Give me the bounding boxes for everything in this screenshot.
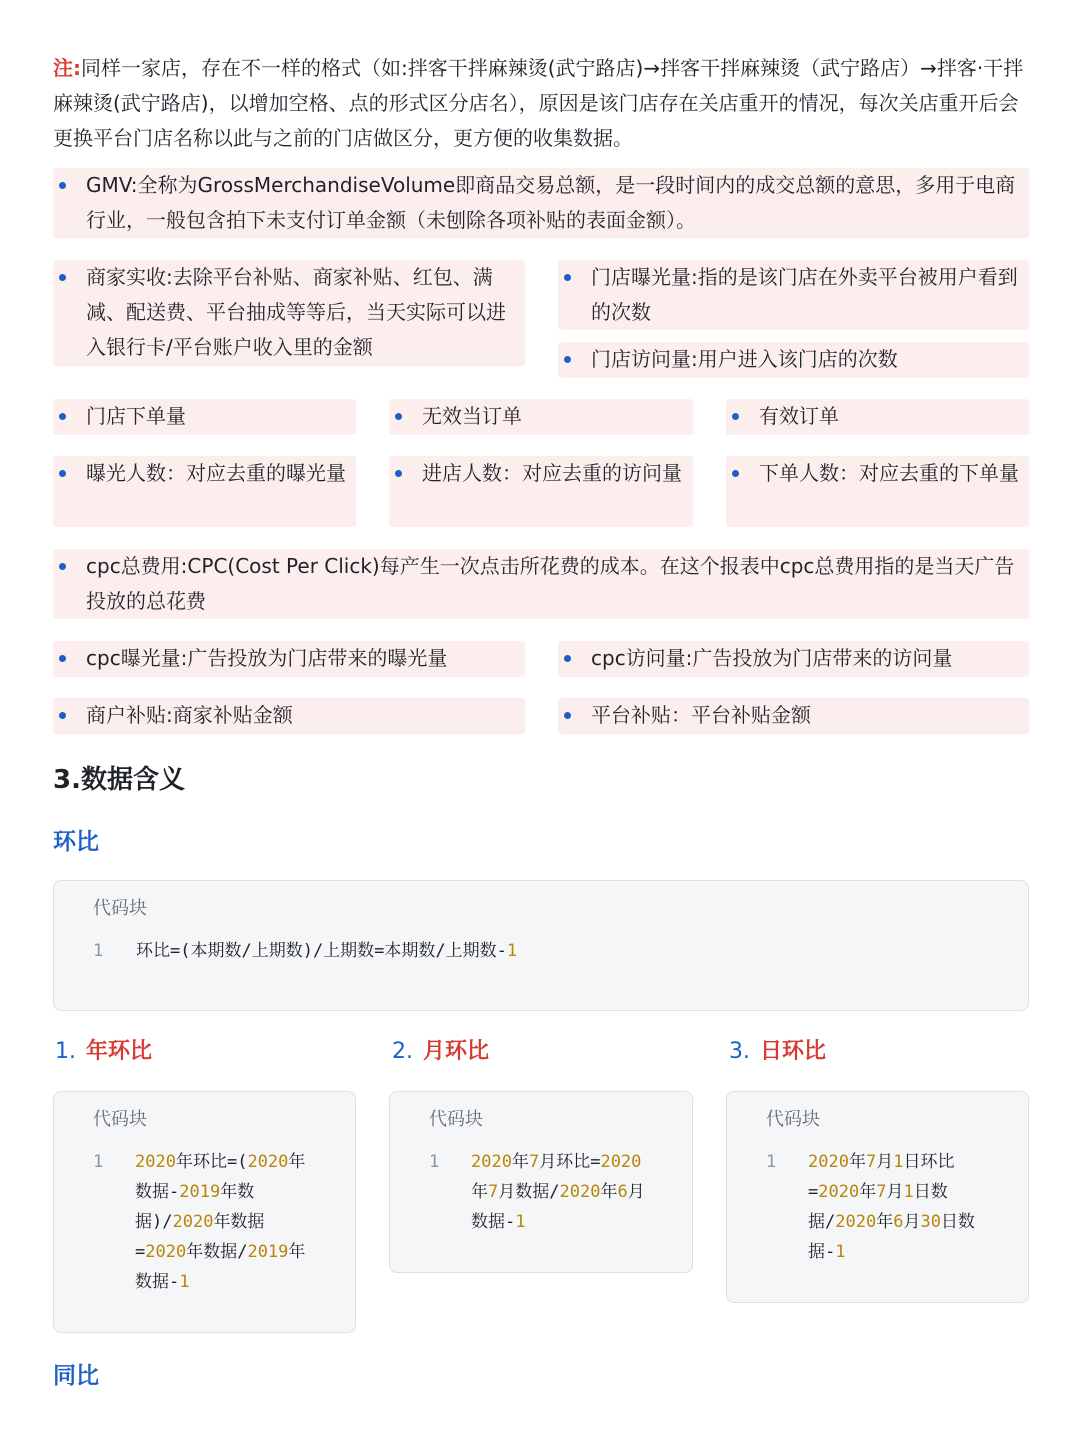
code-number: 2020	[247, 1152, 289, 1172]
definition-text: cpc总费用:CPC(Cost Per Click)每产生一次点击所花费的成本。在这个报表中cpc总费用指的是当天广告投放的总花费	[86, 554, 1015, 613]
line-number: 1	[766, 1152, 777, 1172]
code-text: 日环比	[903, 1152, 955, 1172]
bullet-icon	[732, 470, 739, 477]
code-number: 1	[506, 941, 518, 961]
code-number: 2020	[818, 1182, 860, 1202]
code-number: 2020	[471, 1152, 512, 1172]
list-number: 3.	[729, 1039, 750, 1064]
code-text: 年	[848, 1152, 866, 1172]
code-number: 7	[528, 1152, 540, 1172]
definition-visit-users	[389, 456, 693, 527]
definition-text: cpc访问量:广告投放为门店带来的访问量	[591, 646, 953, 670]
definition-gmv	[53, 168, 1029, 238]
definition-text: 下单人数：对应去重的下单量	[759, 461, 1019, 485]
list-item-yearly	[55, 1036, 152, 1068]
bullet-icon	[59, 470, 66, 477]
code-number: 7	[865, 1152, 877, 1172]
code-number: 2020	[172, 1212, 214, 1232]
code-block-title: 代码块	[93, 898, 147, 919]
code-block-title: 代码块	[93, 1109, 147, 1130]
bullet-icon	[59, 655, 66, 662]
code-text: 年	[288, 1152, 306, 1172]
code-text: 月	[876, 1152, 894, 1172]
code-number: 7	[488, 1182, 499, 1202]
bullet-icon	[564, 655, 571, 662]
code-number: 2020	[559, 1182, 601, 1202]
code-text: 年	[876, 1212, 894, 1232]
definition-text: 门店下单量	[86, 404, 186, 428]
code-number: 2020	[835, 1212, 877, 1232]
code-number: 7	[876, 1182, 887, 1202]
definition-text: GMV:全称为GrossMerchandiseVolume即商品交易总额，是一段时间内的成交总额的意思，多用于电商行业，一般包含拍下未支付订单金额（未刨除各项补贴的表面金额）。	[86, 173, 1016, 232]
code-text: 年	[471, 1182, 488, 1202]
code-block-daily	[726, 1091, 1029, 1303]
list-item-daily	[729, 1036, 826, 1068]
definition-text: cpc曝光量:广告投放为门店带来的曝光量	[86, 646, 448, 670]
definition-store-exposure	[558, 260, 1029, 330]
definition-invalid-orders	[389, 399, 693, 435]
code-text: 数据-	[135, 1272, 180, 1292]
yoy-heading: 同比	[53, 1363, 99, 1389]
code-line	[808, 1237, 975, 1267]
code-line	[136, 936, 517, 966]
code-text: 年	[288, 1242, 306, 1262]
definition-text: 平台补贴：平台补贴金额	[591, 703, 811, 727]
code-line	[135, 1147, 305, 1177]
code-text: 数据-	[135, 1182, 180, 1202]
code-text: 年数据/	[186, 1242, 248, 1262]
code-text: 日数	[913, 1182, 948, 1202]
bullet-icon	[395, 470, 402, 477]
bullet-icon	[59, 182, 66, 189]
line-number: 1	[429, 1152, 440, 1172]
code-block-monthly	[389, 1091, 693, 1273]
code-text: =	[135, 1242, 146, 1262]
code-number: 2020	[135, 1152, 176, 1172]
code-text: 数据-	[471, 1212, 516, 1232]
code-number: 1	[893, 1152, 904, 1172]
code-number: 30	[920, 1212, 941, 1232]
bullet-icon	[564, 274, 571, 281]
bullet-icon	[564, 356, 571, 363]
code-text: 据/	[808, 1212, 836, 1232]
list-title: 年环比	[86, 1039, 153, 1064]
code-number: 2020	[600, 1152, 642, 1172]
mom-heading: 环比	[53, 829, 99, 855]
code-line	[808, 1177, 975, 1207]
code-block-title: 代码块	[429, 1109, 483, 1130]
definition-cpc-cost	[53, 549, 1029, 619]
list-title: 月环比	[423, 1039, 490, 1064]
bullet-icon	[59, 563, 66, 570]
code-text: 年环比=(	[175, 1152, 248, 1172]
code-number: 1	[835, 1242, 846, 1262]
bullet-icon	[59, 712, 66, 719]
definition-exposure-users	[53, 456, 356, 527]
code-line	[135, 1177, 305, 1207]
code-number: 1	[179, 1272, 190, 1292]
code-body	[808, 1147, 975, 1267]
code-text: 年	[511, 1152, 529, 1172]
list-number: 1.	[55, 1039, 76, 1064]
definition-cpc-exposure	[53, 641, 525, 677]
code-number: 6	[617, 1182, 628, 1202]
code-text: =	[808, 1182, 819, 1202]
code-line	[471, 1207, 645, 1237]
definition-merchant-subsidy	[53, 698, 525, 734]
definition-valid-orders	[726, 399, 1029, 435]
definition-text: 曝光人数：对应去重的曝光量	[86, 461, 346, 485]
bullet-icon	[59, 413, 66, 420]
code-body	[471, 1147, 645, 1237]
code-text: 月	[903, 1212, 921, 1232]
list-item-monthly	[392, 1036, 489, 1068]
code-number: 2019	[247, 1242, 289, 1262]
code-text: 年	[859, 1182, 877, 1202]
code-text: 年	[600, 1182, 618, 1202]
list-number: 2.	[392, 1039, 413, 1064]
code-text: 年数	[220, 1182, 255, 1202]
code-line	[135, 1267, 305, 1297]
code-number: 1	[515, 1212, 526, 1232]
definition-order-users	[726, 456, 1029, 527]
definition-merchant-income	[53, 260, 525, 366]
code-text: 月数据/	[498, 1182, 560, 1202]
definition-text: 门店访问量:用户进入该门店的次数	[591, 347, 898, 371]
definition-text: 商家实收:去除平台补贴、商家补贴、红包、满减、配送费、平台抽成等等后，当天实际可以进入银行卡/平台账户收入里的金额	[86, 265, 506, 359]
code-text: 月	[886, 1182, 904, 1202]
code-text: 月环比=	[539, 1152, 601, 1172]
code-number: 2020	[145, 1242, 187, 1262]
list-title: 日环比	[760, 1039, 827, 1064]
code-body	[135, 1147, 305, 1297]
line-number: 1	[93, 941, 104, 961]
code-line	[808, 1207, 975, 1237]
bullet-icon	[59, 274, 66, 281]
code-block-title: 代码块	[766, 1109, 820, 1130]
code-text: 日数	[940, 1212, 975, 1232]
definition-text: 进店人数：对应去重的访问量	[422, 461, 682, 485]
code-line	[471, 1177, 645, 1207]
note-label: 注:	[53, 56, 81, 80]
code-text: 月	[627, 1182, 645, 1202]
line-number: 1	[93, 1152, 104, 1172]
note-text: 同样一家店，存在不一样的格式（如:拌客干拌麻辣烫(武宁路店)→拌客干拌麻辣烫（武宁路店）→拌客·干拌麻辣烫(武宁路店)，以增加空格、点的形式区分店名），原因是该门店存在关店重开的情况，每次关店重开后会更换平台门店名称以此与之前的门店做区分，更方便的收集数据。	[53, 56, 1024, 150]
bullet-icon	[564, 712, 571, 719]
code-number: 6	[893, 1212, 904, 1232]
code-number: 2020	[808, 1152, 849, 1172]
bullet-icon	[395, 413, 402, 420]
code-line	[135, 1237, 305, 1267]
definition-text: 无效当订单	[422, 404, 522, 428]
code-number: 1	[903, 1182, 914, 1202]
definition-store-orders	[53, 399, 356, 435]
code-block-main	[53, 880, 1029, 1011]
definition-store-visits	[558, 342, 1029, 378]
definition-text: 有效订单	[759, 404, 839, 428]
bullet-icon	[732, 413, 739, 420]
definition-text: 门店曝光量:指的是该门店在外卖平台被用户看到的次数	[591, 265, 1018, 324]
code-text: 年数据	[213, 1212, 265, 1232]
code-line	[471, 1147, 645, 1177]
section-title: 3.数据含义	[53, 765, 185, 795]
definition-text: 商户补贴:商家补贴金额	[86, 703, 293, 727]
note-paragraph	[53, 51, 1028, 156]
code-text: 环比=(本期数/上期数)/上期数=本期数/上期数-	[136, 941, 507, 961]
code-line	[808, 1147, 975, 1177]
code-number: 2019	[179, 1182, 221, 1202]
code-text: 据-	[808, 1242, 836, 1262]
code-line	[135, 1207, 305, 1237]
code-block-yearly	[53, 1091, 356, 1333]
code-text: 据)/	[135, 1212, 173, 1232]
definition-cpc-visits	[558, 641, 1029, 677]
definition-platform-subsidy	[558, 698, 1029, 734]
